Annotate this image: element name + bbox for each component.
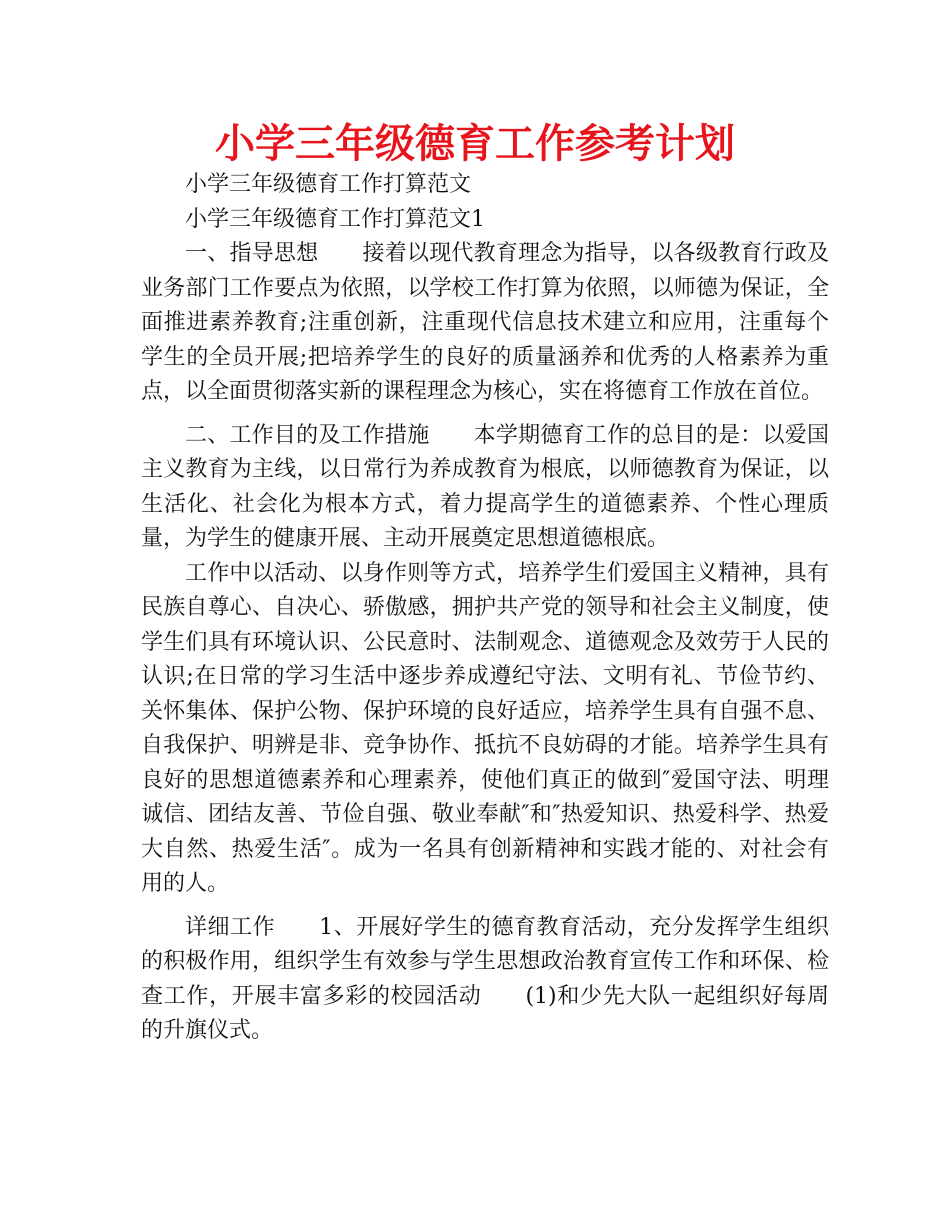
paragraph-heading: 一、指导思想 xyxy=(185,241,319,266)
paragraph-body: 工作中以活动、以身作则等方式，培养学生们爱国主义精神，具有民族自尊心、自决心、骄傲感，拥护共产党的领导和社会主义制度，使学生们具有环境认识、公民意时、法制观念、道德观念及效劳于人民的认识;在日常的学习生活中逐步养成遵纪守法、文明有礼、节俭节约、关怀集体、保护公物、保护环境的良好适应，培养学生具有自强不息、自我保护、明辨是非、竞争协作、抵抗不良妨碍的才能。培养学生具有良好的思想道德素养和心理素养，使他们真正的做到″爱国守法、明理诚信、团结友善、节俭自强、敬业奉献″和″热爱知识、热爱科学、热爱大自然、热爱生活″。成为一名具有创新精神和实践才能的、对社会有用的人。 xyxy=(141,560,829,896)
paragraph-guiding-ideology xyxy=(141,237,829,410)
subtitle-line xyxy=(141,168,829,203)
paragraph-body: 接着以现代教育理念为指导，以各级教育行政及业务部门工作要点为依照，以学校工作打算为依照，以师德为保证，全面推进素养教育;注重创新，注重现代信息技术建立和应用，注重每个学生的全员开展;把培养学生的良好的质量涵养和优秀的人格素养为重点，以全面贯彻落实新的课程理念为核心，实在将德育工作放在首位。 xyxy=(141,241,829,404)
section-heading-line xyxy=(141,203,829,238)
paragraph-body: 1、开展好学生的德育教育活动，充分发挥学生组织的积极作用，组织学生有效参与学生思想政治教育宣传工作和环保、检查工作，开展丰富多彩的校园活动 xyxy=(141,914,829,1009)
section-heading-text: 小学三年级德育工作打算范文1 xyxy=(185,206,485,232)
document-title: 小学三年级德育工作参考计划 xyxy=(215,121,735,167)
document-body xyxy=(141,168,829,1049)
paragraph-body: 本学期德育工作的总目的是：以爱国主义教育为主线，以日常行为养成教育为根底，以师德教育为保证，以生活化、社会化为根本方式，着力提高学生的道德素养、个性心理质量，为学生的健康开展、主动开展奠定思想道德根底。 xyxy=(141,422,829,551)
subtitle-text: 小学三年级德育工作打算范文 xyxy=(185,172,472,197)
paragraph-detailed-work xyxy=(141,911,829,1049)
paragraph-heading: 详细工作 xyxy=(185,914,276,940)
paragraph-heading: 二、工作目的及工作措施 xyxy=(185,422,430,448)
paragraph-goals-measures xyxy=(141,419,829,557)
paragraph-body-item: (1)和少先大队一起组织好每周的升旗仪式。 xyxy=(141,983,829,1043)
paragraph-activities xyxy=(141,557,829,902)
